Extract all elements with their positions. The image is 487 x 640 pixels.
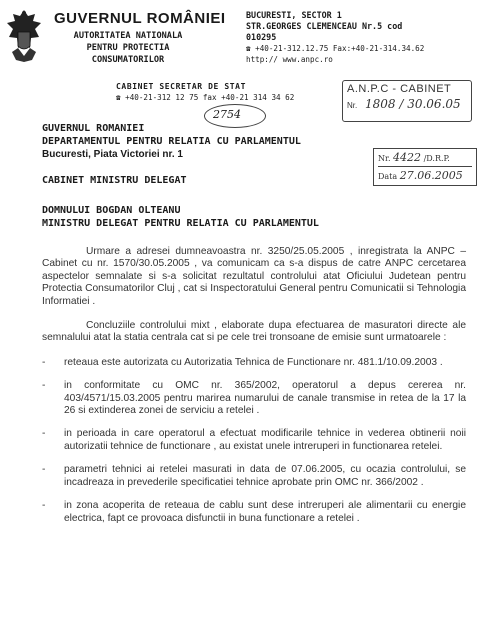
- cabinet-secretar-title: CABINET SECRETAR DE STAT: [116, 82, 246, 91]
- list-item: - in perioada in care operatorul a efectuat modificarile tehnice in vederea obtinerii noii autorizatii tehnice de functionare , au existat unele intreruperi in functionarea retelei.: [42, 428, 466, 452]
- list-item: - reteaua este autorizata cu Autorizatia Tehnica de Functionare nr. 481.1/10.09.2003 .: [42, 356, 443, 368]
- cabinet-heading: CABINET MINISTRU DELEGAT: [42, 175, 187, 186]
- handwritten-registration-number: 1808 / 30.06.05: [365, 97, 461, 111]
- list-item: - parametri tehnici ai retelei masurati in data de 07.06.2005, cu ocazia controlului, se incadreaza in prevederile specificatiei tehnice aprobate prin OMC nr. 366/2002 .: [42, 464, 466, 488]
- paragraph: Concluziile controlului mixt , elaborate dupa efectuarea de masuratori directe ale semnalului atat la statia centrala cat si pe cele trei tronsoane de emisie sunt urmatoarele :: [42, 320, 466, 344]
- anpc-registration-stamp: A.N.P.C - CABINET Nr. 1808 / 30.06.05: [342, 80, 472, 122]
- findings-list: [42, 357, 466, 525]
- letter-body: [42, 246, 466, 536]
- recipient-block: [42, 204, 319, 230]
- handwritten-drp-date: 27.06.2005: [399, 169, 463, 182]
- handwritten-oval-number: 2754: [204, 104, 266, 128]
- romanian-coat-of-arms-icon: [4, 8, 44, 64]
- list-item: - in conformitate cu OMC nr. 365/2002, operatorul a depus cererea nr. 403/4571/15.03.2005 pentru marirea numarului de canale transmise in retea de la 17 la 26 si extinderea zonei de serviciu a retelei .: [42, 380, 466, 417]
- recipient-name: DOMNULUI BOGDAN OLTEANU: [42, 205, 181, 216]
- handwritten-drp-number: 4422: [393, 151, 422, 164]
- website: http:// www.anpc.ro: [246, 55, 333, 64]
- authority-name: AUTORITATEA NATIONALA PENTRU PROTECTIA CONSUMATORILOR: [73, 31, 183, 65]
- paragraph: Urmare a adresei dumneavoastra nr. 3250/25.05.2005 , inregistrata la ANPC – Cabinet cu nr. 1570/30.05.2005 , va comunicam ca s-a dispus de catre ANPC cercetarea aspectelor semnalate si s-a solicitat rezultatul controlului atat Oficiului Judetean pentru Protectia Consumatorilor Cluj , cat si Inspectoratului General pentru Comunicatii si Tehnologia Informatiei .: [42, 246, 466, 307]
- list-item: - in zona acoperita de reteaua de cablu sunt dese intreruperi ale alimentarii cu energie electrica, fapt ce provoaca disfunctii in buna functionare a retelei .: [42, 500, 466, 524]
- address-line: 010295: [246, 32, 277, 42]
- cabinet-secretar-block: [116, 81, 294, 103]
- header-contact: [246, 10, 424, 65]
- recipient-title: MINISTRU DELEGAT PENTRU RELATIA CU PARLAMENTUL: [42, 218, 319, 229]
- government-title: GUVERNUL ROMÂNIEI: [54, 10, 226, 27]
- address-line: BUCURESTI, SECTOR 1: [246, 10, 342, 20]
- drp-registration-stamp: Nr. 4422 /D.R.P. Data 27.06.2005: [373, 148, 477, 186]
- phone-fax: ☎ +40-21-312.12.75 Fax:+40-21-314.34.62: [246, 44, 425, 53]
- address-line: STR.GEORGES CLEMENCEAU Nr.5 cod: [246, 21, 403, 31]
- sender-address-block: GUVERNUL ROMANIEI DEPARTAMENTUL PENTRU RELATIA CU PARLAMENTUL Bucuresti, Piata Victoriei nr. 1: [42, 123, 301, 160]
- cabinet-secretar-phone: ☎ +40-21-312 12 75 fax +40-21 314 34 62: [116, 93, 295, 102]
